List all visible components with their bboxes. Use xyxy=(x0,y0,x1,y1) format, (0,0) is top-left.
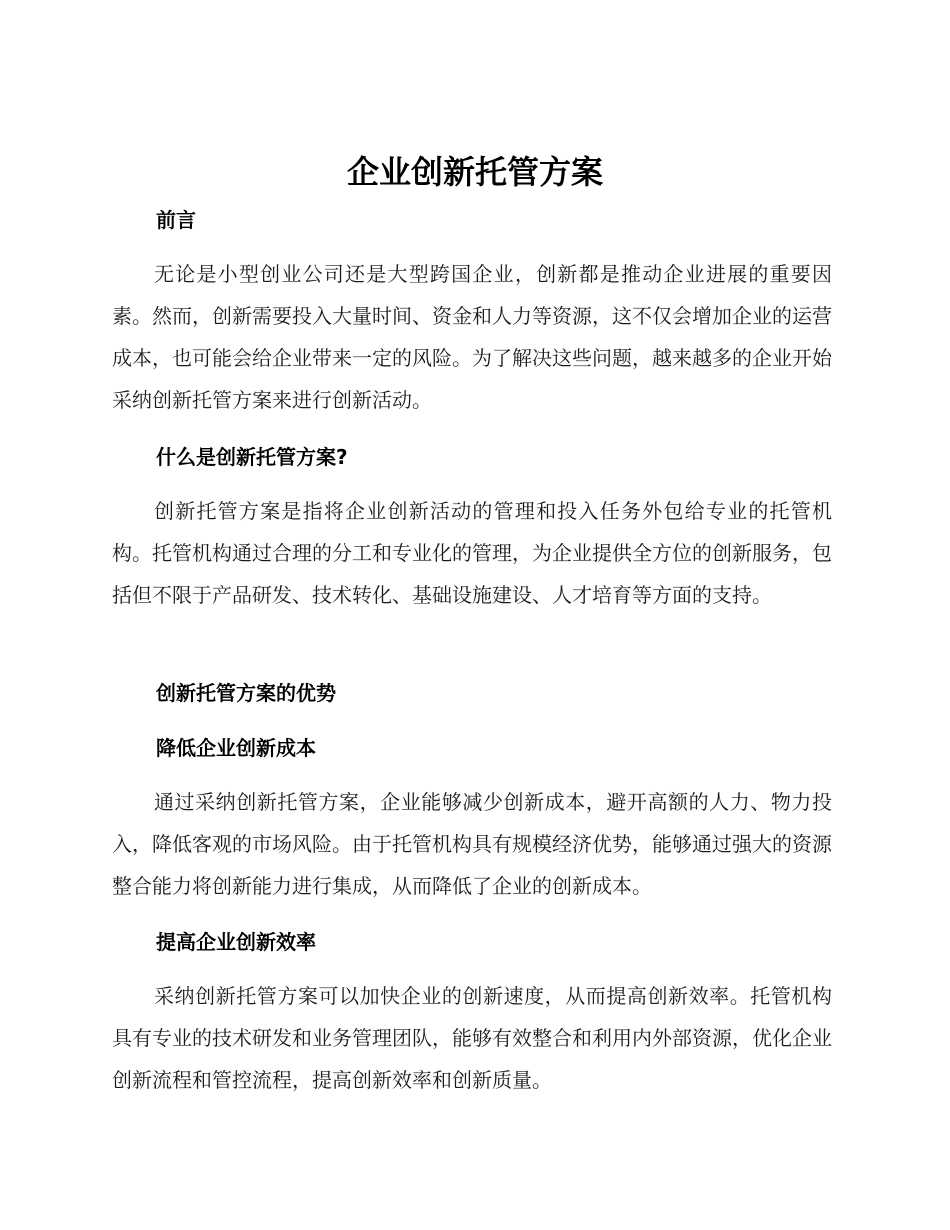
section-paragraph-preface: 无论是小型创业公司还是大型跨国企业，创新都是推动企业进展的重要因素。然而，创新需要投入大量时间、资金和人力等资源，这不仅会增加企业的运营成本，也可能会给企业带来一定的风险。为了解决这些问题，越来越多的企业开始采纳创新托管方案来进行创新活动。 xyxy=(112,262,832,412)
section-heading-reduce-cost: 降低企业创新成本 xyxy=(156,736,316,760)
section-heading-preface: 前言 xyxy=(156,208,196,232)
section-heading-improve-efficiency: 提高企业创新效率 xyxy=(156,930,316,954)
section-paragraph-improve-efficiency: 采纳创新托管方案可以加快企业的创新速度，从而提高创新效率。托管机构具有专业的技术研发和业务管理团队，能够有效整合和利用内外部资源，优化企业创新流程和管控流程，提高创新效率和创新质量。 xyxy=(112,984,832,1092)
section-paragraph-reduce-cost: 通过采纳创新托管方案，企业能够减少创新成本，避开高额的人力、物力投入，降低客观的市场风险。由于托管机构具有规模经济优势，能够通过强大的资源整合能力将创新能力进行集成，从而降低了企业的创新成本。 xyxy=(112,790,832,898)
section-heading-what-is: 什么是创新托管方案? xyxy=(156,445,348,469)
document-title: 企业创新托管方案 xyxy=(346,153,603,191)
section-heading-advantages: 创新托管方案的优势 xyxy=(156,681,336,705)
section-paragraph-what-is: 创新托管方案是指将企业创新活动的管理和投入任务外包给专业的托管机构。托管机构通过合理的分工和专业化的管理，为企业提供全方位的创新服务，包括但不限于产品研发、技术转化、基础设施建设、人才培育等方面的支持。 xyxy=(112,499,832,607)
